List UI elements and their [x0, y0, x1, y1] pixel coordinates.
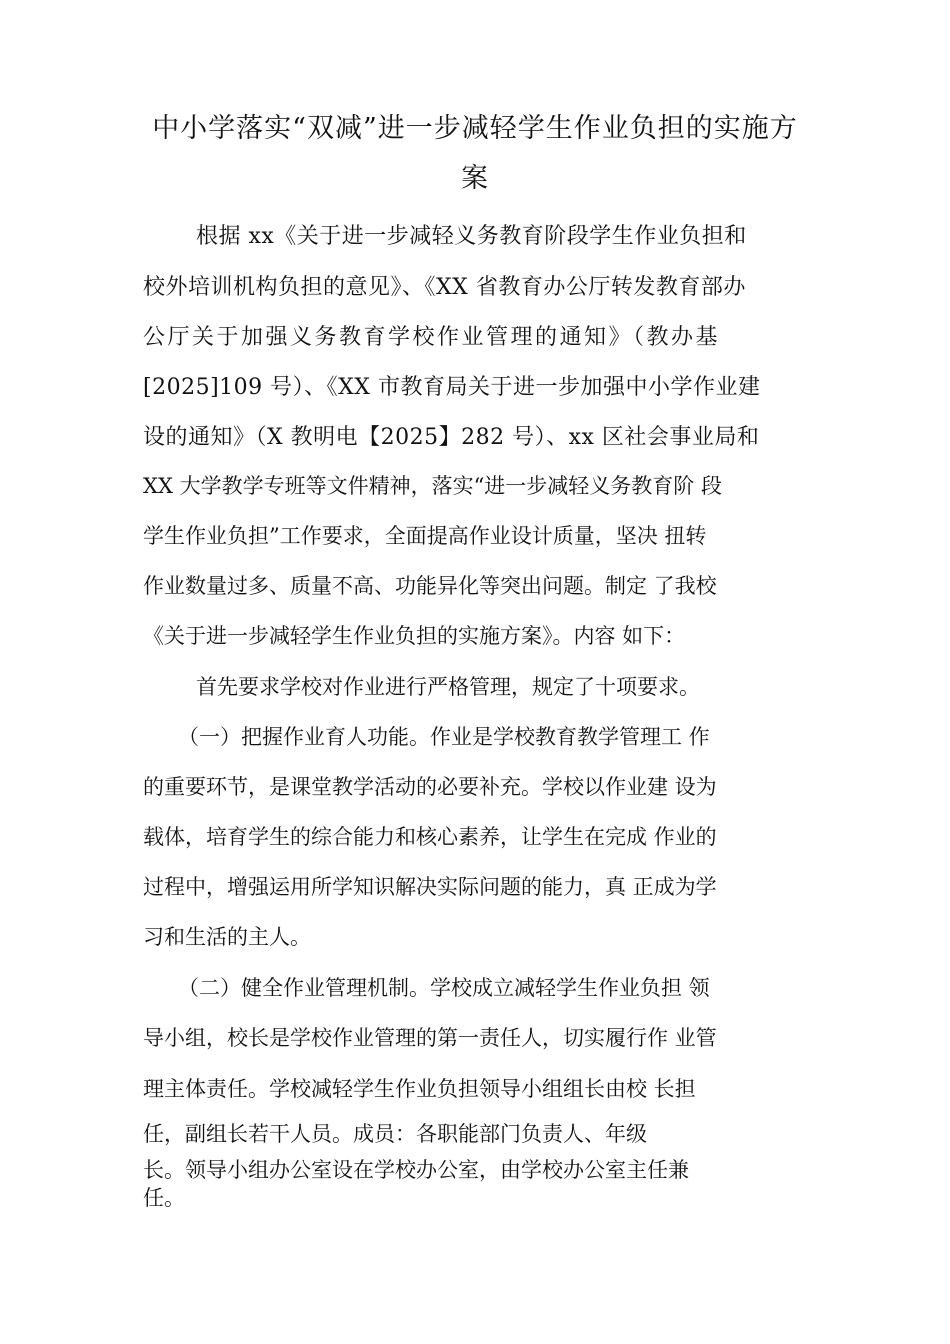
section-1-line: 习和生活的主人。 [143, 925, 311, 949]
title-line-1: 中小学落实“双减”进一步减轻学生作业负担的实施方 [152, 113, 798, 144]
intro-line: 根据 xx《关于进一步减轻义务教育阶段学生作业负担和 [196, 224, 747, 249]
requirement-intro: 首先要求学校对作业进行严格管理，规定了十项要求。 [196, 675, 700, 699]
intro-line: 公厅关于加强义务教育学校作业管理的通知》（教办基 [143, 325, 721, 350]
section-2-line: 任，副组长若干人员。成员：各职能部门负责人、年级 [143, 1122, 647, 1146]
intro-line: 《关于进一步减轻学生作业负担的实施方案》。内容 如下： [143, 624, 686, 648]
document-title [130, 104, 820, 204]
section-1-line: （一）把握作业育人功能。作业是学校教育教学管理工 作 [178, 725, 710, 749]
intro-line: 作业数量过多、质量不高、功能异化等突出问题。制定 了我校 [143, 574, 717, 598]
section-2-line: （二）健全作业管理机制。学校成立减轻学生作业负担 领 [178, 976, 710, 1000]
section-1-line: 的重要环节，是课堂教学活动的必要补充。学校以作业建 设为 [143, 775, 717, 799]
section-1-line: 过程中，增强运用所学知识解决实际问题的能力，真 正成为学 [143, 875, 717, 899]
section-2-line: 理主体责任。学校减轻学生作业负担领导小组组长由校 长担 [143, 1077, 696, 1101]
section-2-line: 长。领导小组办公室设在学校办公室，由学校办公室主任兼 [143, 1158, 689, 1182]
section-2-line: 任。 [143, 1186, 185, 1210]
section-1-line: 载体，培育学生的综合能力和核心素养，让学生在完成 作业的 [143, 825, 717, 849]
intro-line: XX 大学教学专班等文件精神，落实“进一步减轻义务教育阶 段 [143, 474, 722, 498]
intro-line: 学生作业负担”工作要求，全面提高作业设计质量，坚决 扭转 [143, 524, 707, 548]
title-line-2: 案 [461, 163, 489, 194]
section-2-line: 导小组，校长是学校作业管理的第一责任人，切实履行作 业管 [143, 1026, 717, 1050]
intro-line: 设的通知》（X 教明电【2025】282 号）、xx 区社会事业局和 [143, 425, 760, 450]
intro-line: 校外培训机构负担的意见》、《XX 省教育办公厅转发教育部办 [143, 275, 746, 300]
intro-line: [2025]109 号）、《XX 市教育局关于进一步加强中小学作业建 [143, 375, 761, 400]
